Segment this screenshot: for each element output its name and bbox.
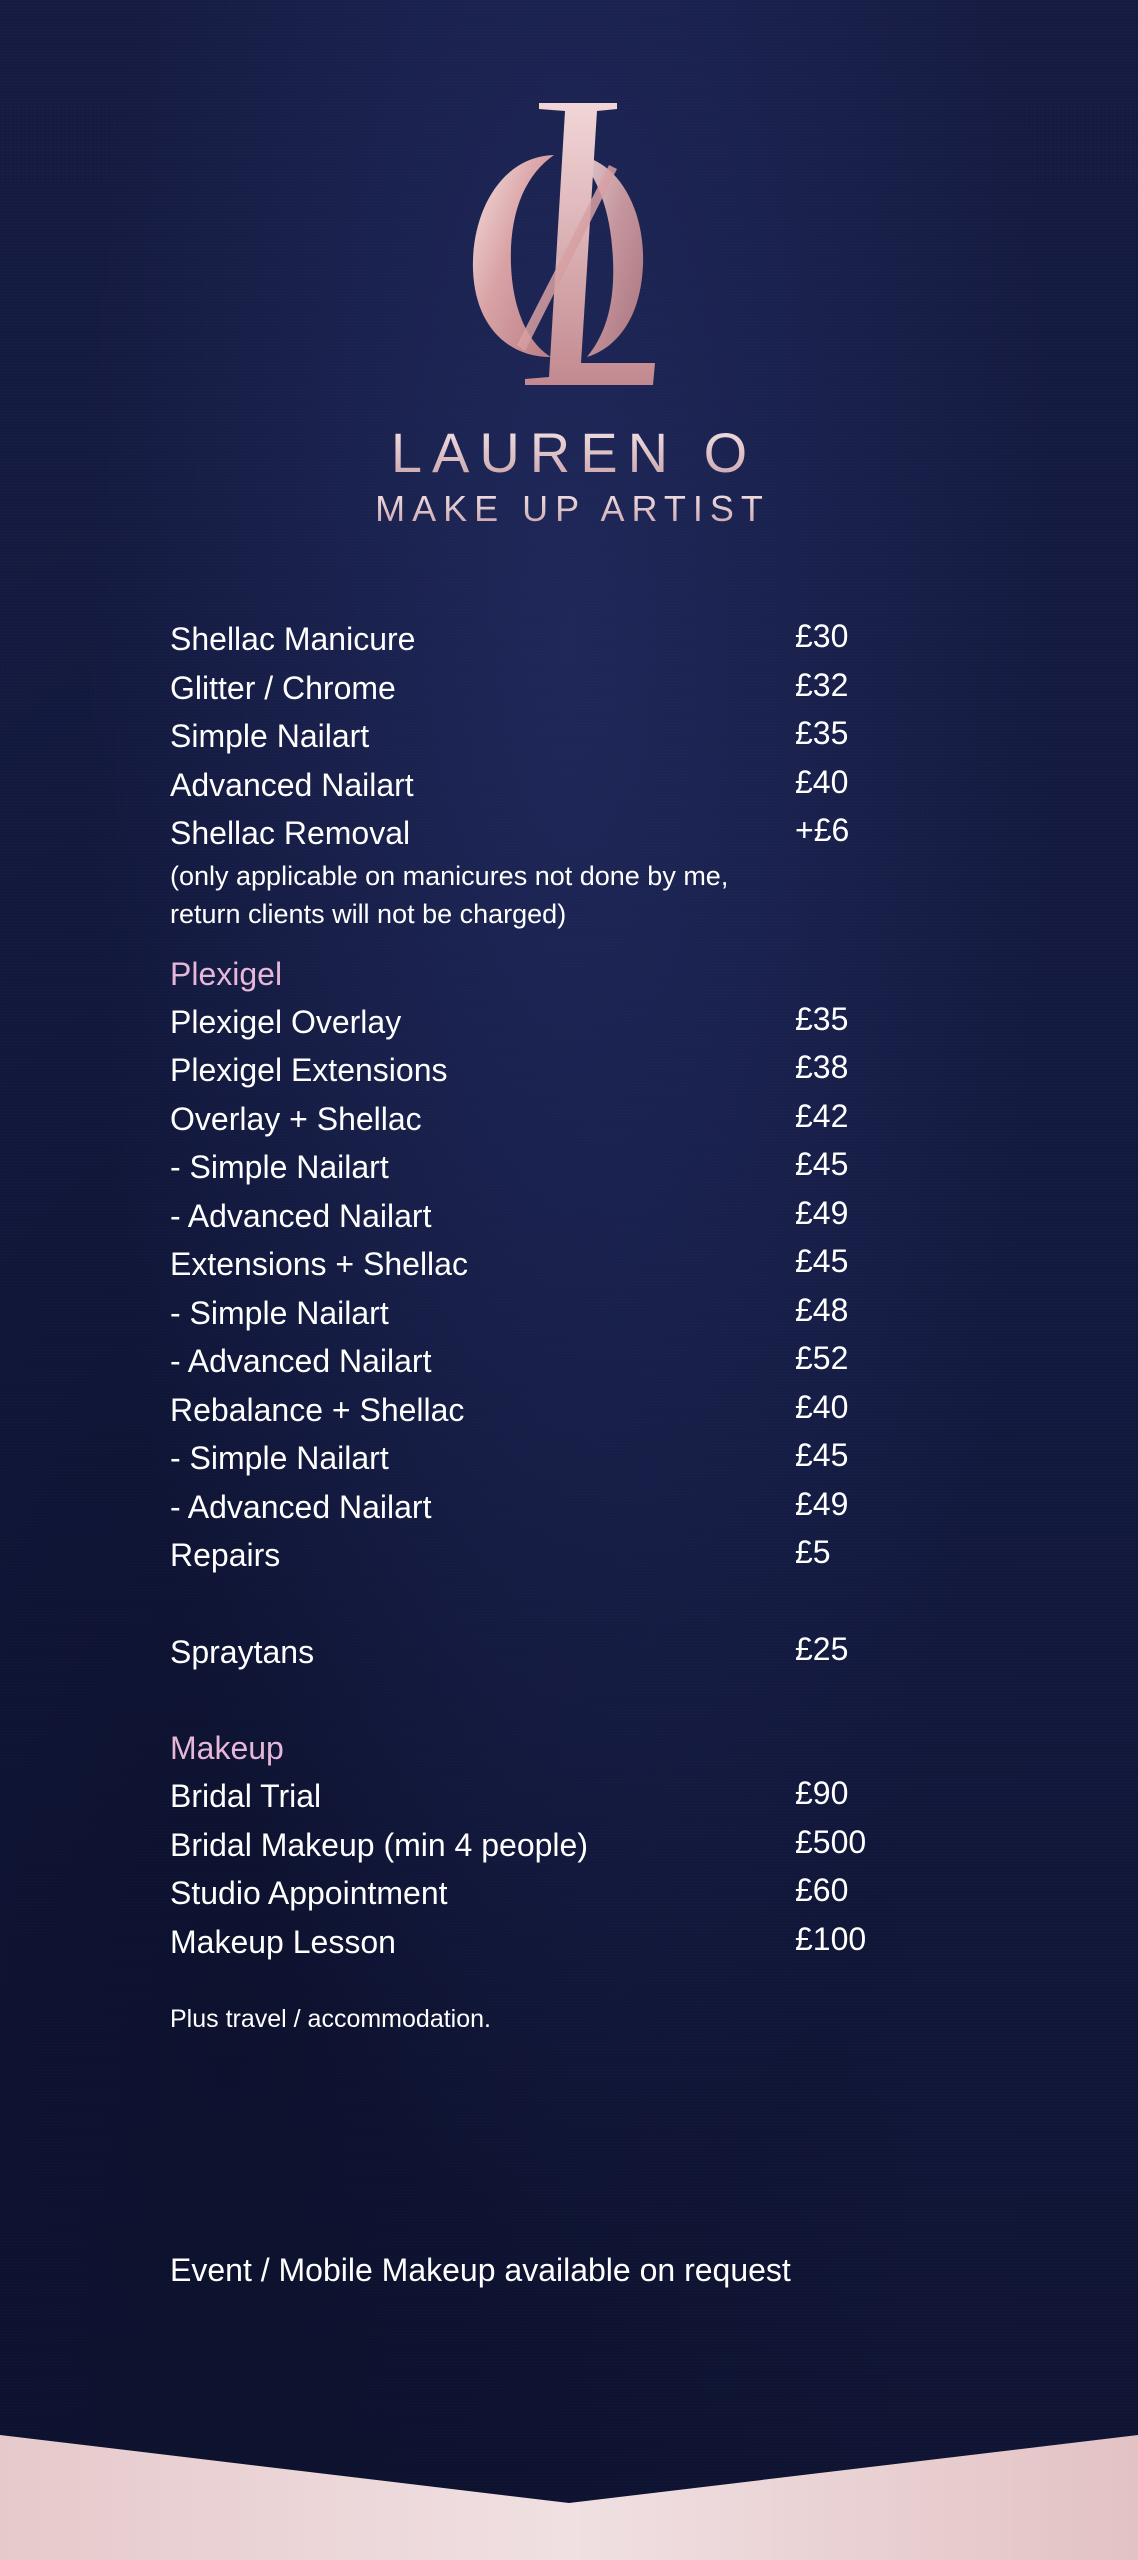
price-list	[170, 620, 930, 2034]
service-name: Shellac Removal	[170, 815, 411, 851]
list-item	[170, 1630, 930, 1682]
list-item	[170, 1874, 930, 1923]
event-note: Event / Mobile Makeup available on request	[170, 2252, 791, 2288]
service-price: £49	[795, 1194, 849, 1231]
service-price: £52	[795, 1340, 849, 1376]
list-item	[170, 1051, 930, 1100]
brand-tagline: MAKE UP ARTIST	[368, 491, 770, 527]
service-price: £60	[795, 1872, 849, 1908]
list-item	[170, 1439, 930, 1488]
service-price: £32	[795, 666, 849, 703]
travel-note: Plus travel / accommodation.	[170, 2005, 491, 2033]
service-price: £5	[795, 1534, 831, 1570]
service-name: Spraytans	[170, 1633, 315, 1670]
service-price: £35	[795, 1000, 849, 1037]
list-item	[170, 1291, 930, 1343]
list-item	[170, 1920, 930, 1972]
list-item	[170, 1342, 930, 1391]
list-item	[170, 814, 930, 863]
service-price: £40	[795, 1388, 849, 1425]
bottom-chevron-band	[0, 2425, 1138, 2560]
brand-name: LAUREN O	[381, 425, 757, 481]
service-price: £40	[795, 763, 849, 800]
list-item	[170, 763, 930, 815]
list-item	[170, 1194, 930, 1246]
service-price: £49	[795, 1485, 849, 1522]
list-item	[170, 1148, 930, 1197]
service-price: £90	[795, 1775, 849, 1811]
service-name: - Advanced Nailart	[170, 1343, 432, 1379]
list-item	[170, 620, 930, 669]
service-price: +£6	[795, 812, 850, 848]
removal-note: (only applicable on manicures not done by me, return clients will not be charged)	[170, 860, 729, 929]
spraytans-section	[170, 1630, 930, 1682]
section-title-makeup: Makeup	[170, 1730, 284, 1766]
list-item	[170, 1777, 930, 1826]
service-price: £45	[795, 1243, 849, 1279]
service-name: Bridal Makeup (min 4 people)	[170, 1826, 588, 1863]
service-price: £45	[795, 1146, 849, 1182]
service-name: Plexigel Extensions	[170, 1052, 448, 1088]
list-item	[170, 1000, 930, 1052]
section-title-plexigel: Plexigel	[170, 955, 283, 992]
brand-logo	[0, 95, 1138, 527]
service-name: Shellac Manicure	[170, 621, 416, 657]
service-name: Makeup Lesson	[170, 1923, 396, 1960]
nails-section	[170, 620, 930, 933]
service-price: £38	[795, 1049, 849, 1085]
list-item	[170, 1536, 930, 1585]
service-price: £48	[795, 1291, 849, 1328]
service-name: Simple Nailart	[170, 718, 370, 754]
service-name: Studio Appointment	[170, 1875, 448, 1911]
service-price: £42	[795, 1097, 849, 1134]
list-item	[170, 717, 930, 766]
service-price: £25	[795, 1630, 849, 1667]
plexigel-section	[170, 955, 930, 1585]
list-item	[170, 1388, 930, 1440]
service-name: Plexigel Overlay	[170, 1003, 402, 1040]
service-name: Overlay + Shellac	[170, 1100, 422, 1137]
service-name: Extensions + Shellac	[170, 1246, 468, 1282]
service-name: Advanced Nailart	[170, 766, 414, 803]
service-price: £45	[795, 1437, 849, 1473]
service-price: £100	[795, 1920, 867, 1957]
service-name: Glitter / Chrome	[170, 669, 396, 706]
list-item	[170, 1485, 930, 1537]
service-name: - Advanced Nailart	[170, 1197, 432, 1234]
service-price: £30	[795, 618, 849, 654]
service-name: Rebalance + Shellac	[170, 1391, 465, 1428]
service-price: £35	[795, 715, 849, 751]
list-item	[170, 1823, 930, 1875]
service-name: - Simple Nailart	[170, 1440, 389, 1476]
service-name: - Simple Nailart	[170, 1149, 389, 1185]
service-price: £500	[795, 1823, 867, 1860]
list-item	[170, 666, 930, 718]
lo-monogram-icon	[459, 95, 679, 395]
service-name: Bridal Trial	[170, 1778, 322, 1814]
service-name: - Advanced Nailart	[170, 1488, 432, 1525]
service-name: - Simple Nailart	[170, 1294, 389, 1331]
service-name: Repairs	[170, 1537, 281, 1573]
makeup-section	[170, 1729, 930, 2034]
list-item	[170, 1245, 930, 1294]
list-item	[170, 1097, 930, 1149]
